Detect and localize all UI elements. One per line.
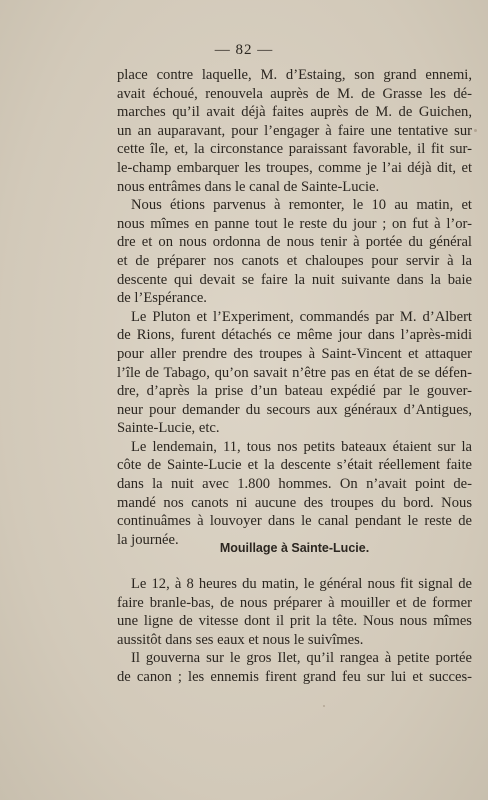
text-line: avait échoué, renouvela auprès de M. de Grasse les dé-	[117, 85, 472, 102]
text-line: pour aller prendre des troupes à Saint-Vincent et attaquer	[117, 345, 472, 362]
paragraph	[117, 66, 472, 196]
text-line: Sainte-Lucie, etc.	[117, 420, 220, 437]
body-text-bottom	[117, 575, 472, 687]
text-line: neur pour demander du secours aux généraux d’Antigues,	[117, 401, 472, 418]
text-line: aussitôt dans ses eaux et nous le suivîmes.	[117, 631, 364, 648]
paragraph	[117, 649, 472, 686]
body-text-top	[117, 66, 472, 549]
text-line: de Rions, furent détachés ce même jour dans l’après-midi	[117, 327, 472, 344]
text-line: Nous étions parvenus à remonter, le 10 au matin, et	[131, 197, 472, 214]
text-line: marches qu’il avait déjà faites auprès de M. de Guichen,	[117, 104, 472, 121]
text-line: Le lendemain, 11, tous nos petits bateaux étaient sur la	[131, 438, 472, 455]
text-line: dre et on nous ordonna de nous tenir à portée du général	[117, 234, 472, 251]
text-line: dre, d’après la prise d’un bateau expédié par le gouver-	[117, 383, 472, 400]
text-line: l’île de Tabago, qu’on savait n’être pas en état de se défen-	[117, 364, 472, 381]
paragraph	[117, 196, 472, 308]
paper-spot	[474, 129, 477, 132]
text-line: de canon ; les ennemis firent grand feu sur lui et succes-	[117, 668, 472, 685]
text-line: faire branle-bas, de nous préparer à mouiller et de former	[117, 594, 472, 611]
text-line: le-champ embarquer les troupes, comme je l’ai déjà dit, et	[117, 159, 472, 176]
text-line: un an auparavant, pour l’engager à faire une tentative sur	[117, 122, 472, 139]
text-line: de l’Espérance.	[117, 290, 207, 307]
text-line: Le Pluton et l’Experiment, commandés par M. d’Albert	[131, 308, 472, 325]
paragraph	[117, 308, 472, 438]
text-line: dans la nuit avec 1.800 hommes. On n’avait point de-	[117, 476, 472, 493]
text-line: une ligne de vitesse dont il prit la tête. Nous nous mîmes	[117, 613, 472, 630]
paper-spot	[323, 705, 325, 707]
text-line: et de préparer nos canots et chaloupes pour servir à la	[117, 252, 472, 269]
section-heading: Mouillage à Sainte-Lucie.	[219, 541, 370, 555]
paper-spot	[367, 462, 369, 464]
text-line: côte de Sainte-Lucie et la descente s’était réellement faite	[117, 457, 472, 474]
text-line: cette île, et, la circonstance paraissant favorable, il fit sur-	[117, 141, 472, 158]
page-number: — 82 —	[214, 42, 274, 58]
text-line: nous entrâmes dans le canal de Sainte-Lucie.	[117, 178, 380, 195]
text-line: descente qui devait se faire la nuit suivante dans la baie	[117, 271, 472, 288]
text-line: Il gouverna sur le gros Ilet, qu’il rangea à petite portée	[131, 650, 472, 667]
text-line: continuâmes à louvoyer dans le canal pendant le reste de	[117, 513, 472, 530]
paragraph	[117, 438, 472, 550]
text-line: Le 12, à 8 heures du matin, le général nous fit signal de	[131, 576, 472, 592]
text-line: place contre laquelle, M. d’Estaing, son grand ennemi,	[117, 67, 472, 83]
text-line: la journée.	[117, 531, 179, 548]
paragraph	[117, 575, 472, 649]
text-line: nous mîmes en panne tout le reste du jour ; on fut à l’or-	[117, 215, 472, 232]
text-line: mandé nos canots ni aucune des troupes du bord. Nous	[117, 494, 472, 511]
